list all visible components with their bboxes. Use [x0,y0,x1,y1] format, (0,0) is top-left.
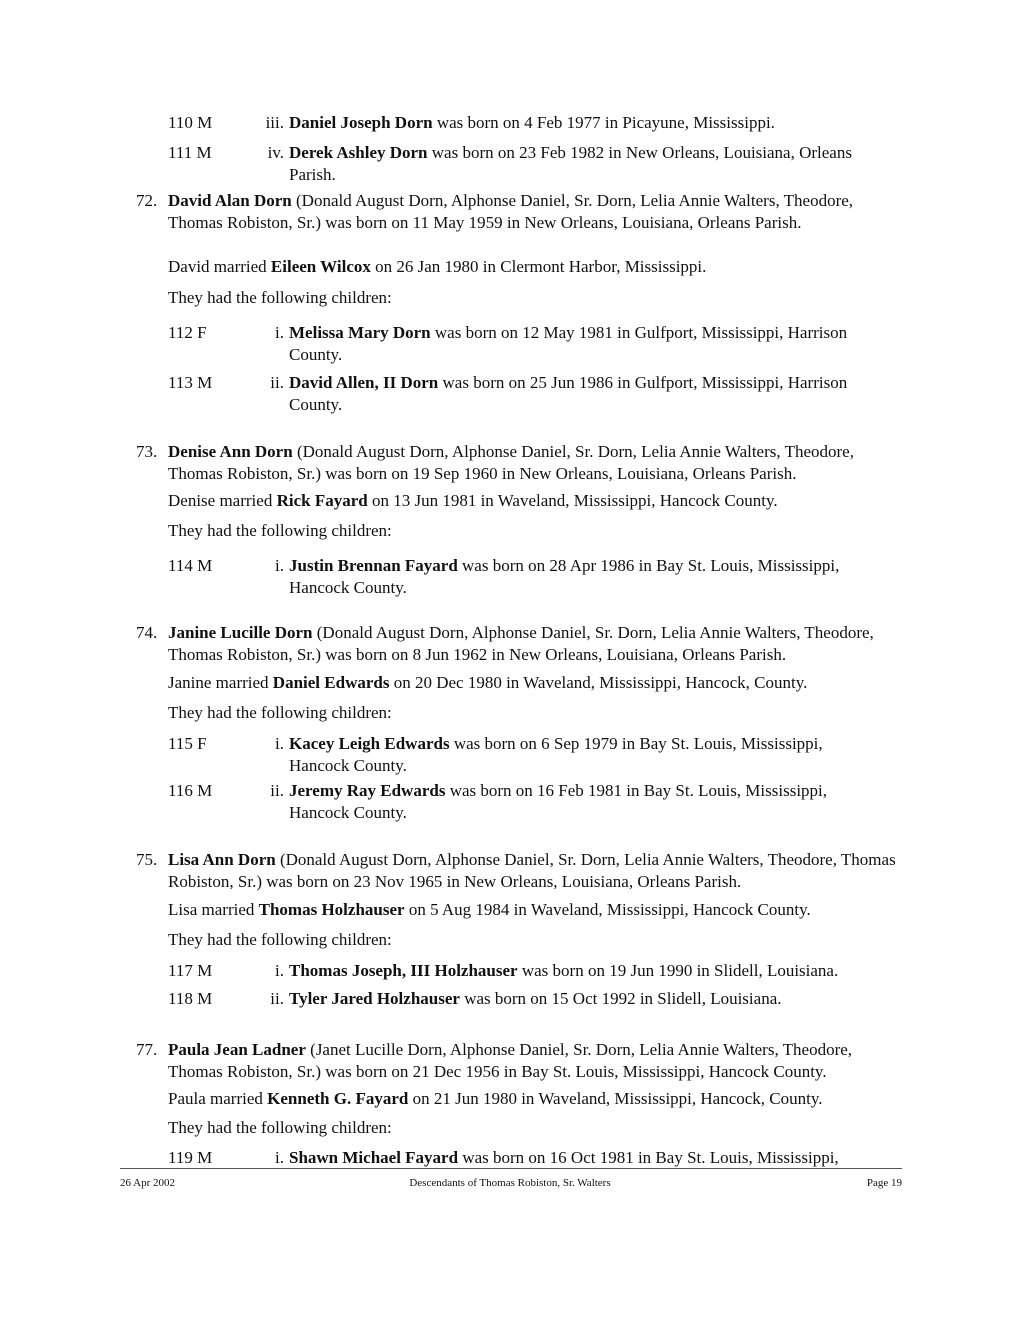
child-text [289,142,879,186]
child-id: 115 F [168,734,207,753]
child-ordinal: ii. [270,989,284,1008]
entry-number: 75. [136,850,158,869]
child-ordinal: i. [275,556,284,575]
marriage-prefix: Janine married [168,673,273,692]
marriage-line [168,899,896,921]
child-birth: was born on 16 Feb 1981 in Bay St. Louis, Mississippi, Hancock County. [289,781,828,822]
child-id: 119 M [168,1148,213,1167]
child-ordinal: i. [275,323,284,342]
footer-date: 26 Apr 2002 [120,1177,175,1189]
child-ordinal: ii. [270,373,284,392]
children-intro: They had the following children: [168,703,392,722]
lineage-birth: (Donald August Dorn, Alphonse Daniel, Sr. Dorn, Lelia Annie Walters, Theodore, Thomas Robiston, Sr.) was born on 8 Jun 1962 in New Orleans, Louisiana, Orleans Parish. [168,623,874,664]
entry-number: 74. [136,623,158,642]
spouse-name: Eileen Wilcox [270,257,371,276]
child-id: 118 M [168,989,213,1008]
entry-lineage [168,849,896,893]
child-birth: was born on 25 Jun 1986 in Gulfport, Mississippi, Harrison County. [289,373,848,414]
child-ordinal: i. [275,961,284,980]
child-id: 113 M [168,373,213,392]
marriage-details: on 5 Aug 1984 in Waveland, Mississippi, Hancock County. [404,900,811,919]
child-ordinal: i. [275,1148,284,1167]
child-birth: was born on 12 May 1981 in Gulfport, Mississippi, Harrison County. [289,323,848,364]
entry-number: 73. [136,442,158,461]
entry-lineage [168,1039,896,1083]
child-name: David Allen, II Dorn [289,373,439,392]
child-birth: was born on 28 Apr 1986 in Bay St. Louis, Mississippi, Hancock County. [289,556,840,597]
entry-number: 72. [136,191,158,210]
lineage-birth: (Janet Lucille Dorn, Alphonse Daniel, Sr. Dorn, Lelia Annie Walters, Theodore, Thomas Robiston, Sr.) was born on 21 Dec 1956 in Bay St. Louis, Mississippi, Hancock County. [168,1040,853,1081]
lineage-birth: (Donald August Dorn, Alphonse Daniel, Sr. Dorn, Lelia Annie Walters, Theodore, Thomas Robiston, Sr.) was born on 23 Nov 1965 in New Orleans, Louisiana, Orleans Parish. [168,850,896,891]
spouse-name: Daniel Edwards [272,673,390,692]
child-name: Melissa Mary Dorn [289,323,431,342]
marriage-details: on 13 Jun 1981 in Waveland, Mississippi, Hancock County. [367,491,778,510]
child-text [289,372,879,416]
person-name: Janine Lucille Dorn [168,623,313,642]
marriage-prefix: David married [168,257,271,276]
marriage-line [168,672,896,694]
child-name: Shawn Michael Fayard [289,1148,459,1167]
marriage-line [168,490,896,512]
spouse-name: Rick Fayard [276,491,368,510]
child-ordinal: iii. [265,113,284,132]
child-name: Kacey Leigh Edwards [289,734,450,753]
children-intro: They had the following children: [168,1118,392,1137]
child-text [289,112,879,134]
entry-lineage [168,441,896,485]
child-text [289,960,879,982]
child-name: Daniel Joseph Dorn [289,113,433,132]
child-name: Justin Brennan Fayard [289,556,458,575]
marriage-line [168,1088,896,1110]
entry-number: 77. [136,1040,158,1059]
child-birth: was born on 15 Oct 1992 in Slidell, Louisiana. [459,989,782,1008]
children-intro: They had the following children: [168,521,392,540]
child-name: Derek Ashley Dorn [289,143,428,162]
lineage-birth: (Donald August Dorn, Alphonse Daniel, Sr. Dorn, Lelia Annie Walters, Theodore, Thomas Robiston, Sr.) was born on 11 May 1959 in New Orleans, Louisiana, Orleans Parish. [168,191,854,232]
child-id: 117 M [168,961,213,980]
child-id: 111 M [168,143,212,162]
person-name: Paula Jean Ladner [168,1040,306,1059]
marriage-details: on 20 Dec 1980 in Waveland, Mississippi, Hancock, County. [389,673,808,692]
child-birth: was born on 16 Oct 1981 in Bay St. Louis, Mississippi, [458,1148,839,1167]
child-id: 114 M [168,556,213,575]
children-intro: They had the following children: [168,930,392,949]
child-birth: was born on 23 Feb 1982 in New Orleans, Louisiana, Orleans Parish. [289,143,852,184]
spouse-name: Kenneth G. Fayard [267,1089,409,1108]
child-text [289,555,879,599]
child-ordinal: ii. [270,781,284,800]
child-id: 110 M [168,113,213,132]
child-id: 112 F [168,323,207,342]
footer-title: Descendants of Thomas Robiston, Sr. Walters [409,1177,611,1189]
marriage-details: on 26 Jan 1980 in Clermont Harbor, Mississippi. [370,257,707,276]
entry-lineage [168,622,896,666]
child-birth: was born on 4 Feb 1977 in Picayune, Mississippi. [432,113,775,132]
entry-lineage [168,190,896,234]
children-intro: They had the following children: [168,288,392,307]
child-ordinal: i. [275,734,284,753]
lineage-birth: (Donald August Dorn, Alphonse Daniel, Sr. Dorn, Lelia Annie Walters, Theodore, Thomas Robiston, Sr.) was born on 19 Sep 1960 in New Orleans, Louisiana, Orleans Parish. [168,442,854,483]
footer-rule [120,1168,902,1169]
child-name: Jeremy Ray Edwards [289,781,446,800]
child-text [289,733,879,777]
marriage-prefix: Paula married [168,1089,268,1108]
child-name: Thomas Joseph, III Holzhauser [289,961,518,980]
person-name: David Alan Dorn [168,191,292,210]
marriage-prefix: Lisa married [168,900,259,919]
marriage-line [168,256,896,278]
footer-page-number: Page 19 [866,1177,902,1189]
child-text [289,1147,879,1169]
marriage-prefix: Denise married [168,491,277,510]
child-birth: was born on 19 Jun 1990 in Slidell, Louisiana. [517,961,839,980]
spouse-name: Thomas Holzhauser [258,900,405,919]
child-text [289,780,879,824]
person-name: Denise Ann Dorn [168,442,293,461]
child-name: Tyler Jared Holzhauser [289,989,460,1008]
person-name: Lisa Ann Dorn [168,850,276,869]
child-id: 116 M [168,781,213,800]
marriage-details: on 21 Jun 1980 in Waveland, Mississippi, Hancock, County. [408,1089,823,1108]
child-birth: was born on 6 Sep 1979 in Bay St. Louis, Mississippi, Hancock County. [289,734,823,775]
child-text [289,322,879,366]
child-text [289,988,879,1010]
child-ordinal: iv. [267,143,284,162]
